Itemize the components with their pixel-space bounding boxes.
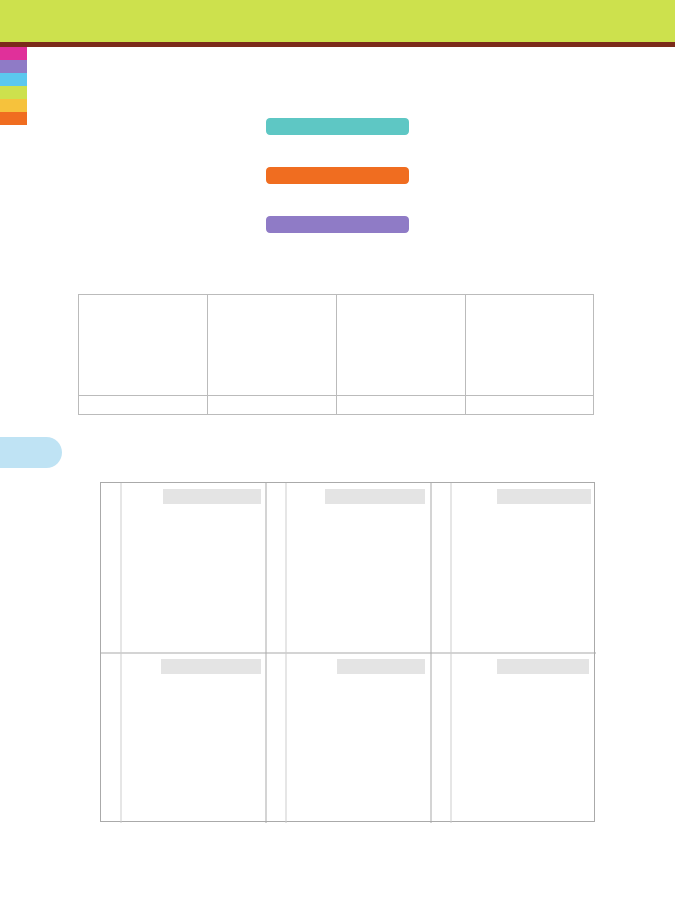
problem-f-answer xyxy=(497,659,589,674)
venn-problem-d xyxy=(286,678,431,823)
problem-c-answer xyxy=(325,489,425,504)
union-formula xyxy=(266,118,409,135)
problem-a-answer xyxy=(163,489,261,504)
footer-stripes xyxy=(0,846,675,900)
venn-table xyxy=(78,294,594,415)
difference-formula xyxy=(266,216,409,233)
venn-caption xyxy=(208,395,337,415)
venn-cell-intersection xyxy=(208,295,337,395)
intersection-formula xyxy=(266,167,409,184)
header-band xyxy=(0,0,675,42)
venn-cell-b-minus-a xyxy=(466,295,594,395)
venn-problem-f xyxy=(451,678,596,823)
page-tab xyxy=(0,437,62,468)
venn-cell-a-minus-b xyxy=(337,295,466,395)
venn-caption xyxy=(337,395,466,415)
venn-problem-a xyxy=(121,511,266,651)
exercise-box xyxy=(100,482,595,822)
venn-caption xyxy=(79,395,208,415)
venn-problem-e xyxy=(451,511,596,651)
venn-problem-c xyxy=(286,511,431,651)
problem-d-answer xyxy=(337,659,425,674)
problem-e-answer xyxy=(497,489,591,504)
venn-problem-b xyxy=(121,678,266,823)
header-rule xyxy=(0,42,675,47)
venn-caption xyxy=(466,395,594,415)
venn-cell-union xyxy=(79,295,208,395)
problem-b-answer xyxy=(161,659,261,674)
